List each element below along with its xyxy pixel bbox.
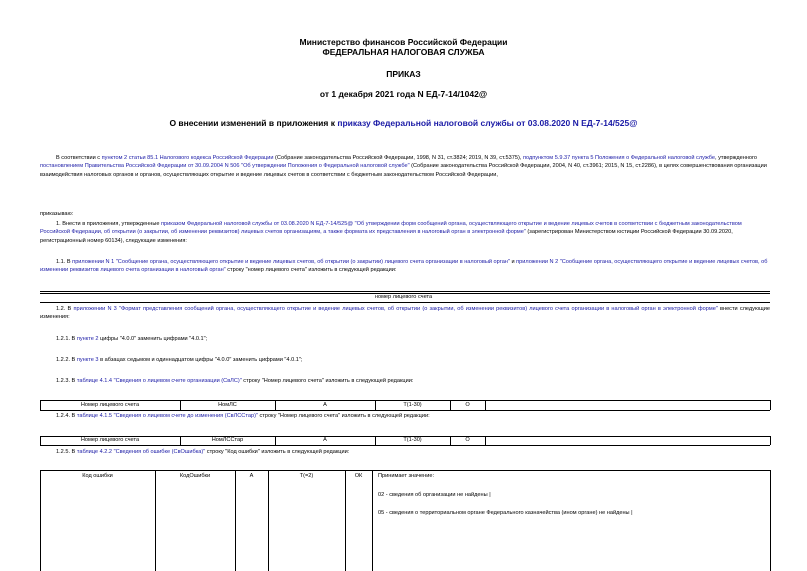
doc-title <box>0 118 807 128</box>
text: строку "Код ошибки" изложить в следующей редакции: <box>205 449 350 455</box>
text: 1.2.4. В <box>56 413 77 419</box>
table-cell: ОК <box>354 473 363 479</box>
link-table-4-1-5[interactable]: таблице 4.1.5 "Сведения о лицевом счете до изменения (СвЛССтар)" <box>76 413 258 419</box>
table-cell-values-intro: Принимает значение: <box>378 473 435 479</box>
table-line <box>372 470 373 571</box>
table-cell: Номер лицевого счета <box>80 437 140 443</box>
table-cell: А <box>323 402 327 408</box>
text: строку "Номер лицевого счета" изложить в следующей редакции: <box>257 413 430 419</box>
table-line <box>485 436 486 445</box>
table-cell: Т(=2) <box>299 473 314 479</box>
text: 1.2.3. В <box>56 378 77 384</box>
table-rule-top <box>40 291 770 292</box>
table-cell-value-05: 05 - сведения о территориальном органе Федерального казначейства (ином органе) не найдены | <box>378 510 633 516</box>
table-line <box>40 445 770 446</box>
text: 1.2. В <box>56 306 74 312</box>
table-cell: А <box>323 437 327 443</box>
table-cell-value-02: 02 - сведения об организации не найдены | <box>378 492 491 498</box>
link-appendix-1[interactable]: приложении N 1 "Сообщение органа, осуществляющего открытие и ведение лицевых счетов, об открытии (о закрытии) лицевого счета организации в налоговый орган" <box>72 259 510 265</box>
text: (зарегистрирован Министерством юстиции Российской Федерации 30.09.2020, регистрационный номер 60134), следующие изменения: <box>40 229 733 244</box>
table-line <box>485 400 486 410</box>
link-regulation[interactable]: подпунктом 5.9.37 пункта 5 Положения о Федеральной налоговой службе <box>522 155 715 161</box>
link-appendix-3[interactable]: приложении N 3 "Формат представления сообщений органа, осуществляющего открытие и ведение лицевых счетов, об открытии (о закрытии, об изменении реквизитов) лицевого счета организации в налоговый орган в электронной форме" <box>73 306 718 312</box>
row-label-account-number: номер лицевого счета <box>374 294 433 300</box>
table-line <box>40 400 770 401</box>
text: 1. Внести в приложения, утвержденные <box>56 221 162 227</box>
doc-title-prefix: О внесении изменений в приложения к <box>169 118 338 128</box>
item-1 <box>40 220 770 245</box>
table-line <box>40 470 41 571</box>
text: строку "Номер лицевого счета" изложить в следующей редакции: <box>241 378 414 384</box>
table-cell: О <box>465 437 470 443</box>
text: 1.2.2. В <box>56 357 77 363</box>
item-1-2-1 <box>56 335 207 343</box>
table-line <box>268 470 269 571</box>
ministry-name: Министерство финансов Российской Федерации <box>299 37 508 47</box>
text: строку "номер лицевого счета" изложить в следующей редакции: <box>225 267 397 274</box>
table-line <box>345 470 346 571</box>
link-table-4-1-4[interactable]: таблице 4.1.4 "Сведения о лицевом счете организации (СвЛС)" <box>76 378 242 384</box>
text: , утвержденного <box>715 155 758 161</box>
service-name: ФЕДЕРАЛЬНАЯ НАЛОГОВАЯ СЛУЖБА <box>322 47 485 57</box>
table-cell: КодОшибки <box>179 473 211 479</box>
text: цифры "4.0.0" заменить цифрами "4.0.1"; <box>98 336 208 342</box>
doc-type: ПРИКАЗ <box>386 69 421 79</box>
table-cell: Номер лицевого счета <box>80 402 140 408</box>
link-table-4-2-2[interactable]: таблице 4.2.2 "Сведения об ошибке (СвОшибка)" <box>76 449 206 455</box>
table-line <box>40 470 770 471</box>
preamble-paragraph <box>40 154 770 179</box>
text: В соответствии с <box>56 155 102 161</box>
table-line <box>770 400 771 410</box>
table-line <box>155 470 156 571</box>
doc-title-link[interactable]: приказу Федеральной налоговой службы от 03.08.2020 N ЕД-7-14/525@ <box>337 118 638 128</box>
link-order-525[interactable]: приказом Федеральной налоговой службы от 03.08.2020 N ЕД-7-14/525@ "Об утверждении форм сообщений органа, осуществляющего открытие и ведение лицевых счетов в соответствии с бюджетным законодательством Российской Федерации, об открытии (о закрытии, об изменении реквизитов) лицевых счетов организациям, а также формата их представления в налоговый орган в электронной форме" <box>40 221 742 236</box>
item-1-2-4 <box>56 412 430 420</box>
link-clause-3[interactable]: пункте 3 <box>76 357 99 363</box>
text: и <box>509 259 517 265</box>
text: 1.1. В <box>56 259 73 265</box>
table-line <box>40 410 770 411</box>
table-cell: Т(1-30) <box>403 437 422 443</box>
link-tax-code[interactable]: пунктом 2 статьи 85.1 Налогового кодекса Российской Федерации <box>101 155 274 161</box>
link-government-decree[interactable]: постановлением Правительства Российской Федерации от 30.09.2004 N 506 "Об утверждении Положения о Федеральной налоговой службе" <box>40 163 410 170</box>
item-1-1 <box>40 258 770 275</box>
order-word: приказываю: <box>40 211 74 217</box>
table-line <box>235 470 236 571</box>
table-cell: Т(1-30) <box>403 402 422 408</box>
table-line <box>770 470 771 571</box>
item-1-2-2 <box>56 356 302 364</box>
text: 1.2.1. В <box>56 336 77 342</box>
text: 1.2.5. В <box>56 449 77 455</box>
text: (Собрание законодательства Российской Федерации, 1998, N 31, ст.3824; 2019, N 39, ст.5375), <box>273 155 523 161</box>
text: (Собрание законодательства Российской Федерации, 2004, N 40, ст.3961; 2015, N 15, ст.2286), в целях совершенствования организации взаимодействия налоговых органов и органов, осуществляющих открытие и ведение лицевых счетов в соответствии с бюджетным законодательством Российской Федерации, <box>40 163 767 178</box>
table-cell: Код ошибки <box>82 473 113 479</box>
doc-date-number: от 1 декабря 2021 года N ЕД-7-14/1042@ <box>319 89 488 99</box>
item-1-2 <box>40 305 770 322</box>
text: в абзацах седьмом и одиннадцатом цифры "4.0.0" заменить цифрами "4.0.1"; <box>98 357 303 363</box>
table-cell: НомЛССтар <box>211 437 244 443</box>
link-clause-2[interactable]: пункте 2 <box>76 336 99 342</box>
text: внести следующие изменения: <box>40 306 770 321</box>
table-rule-bottom <box>40 302 770 303</box>
item-1-2-5 <box>56 448 349 456</box>
link-appendix-2[interactable]: приложении N 2 "Сообщение органа, осуществляющего открытие и ведение лицевых счетов, об изменении реквизитов лицевого счета организации в налоговый орган" <box>40 259 768 274</box>
table-line <box>770 436 771 445</box>
table-cell: НомЛС <box>218 402 237 408</box>
item-1-2-3 <box>56 377 413 385</box>
table-cell: О <box>465 402 470 408</box>
table-cell: А <box>249 473 254 479</box>
